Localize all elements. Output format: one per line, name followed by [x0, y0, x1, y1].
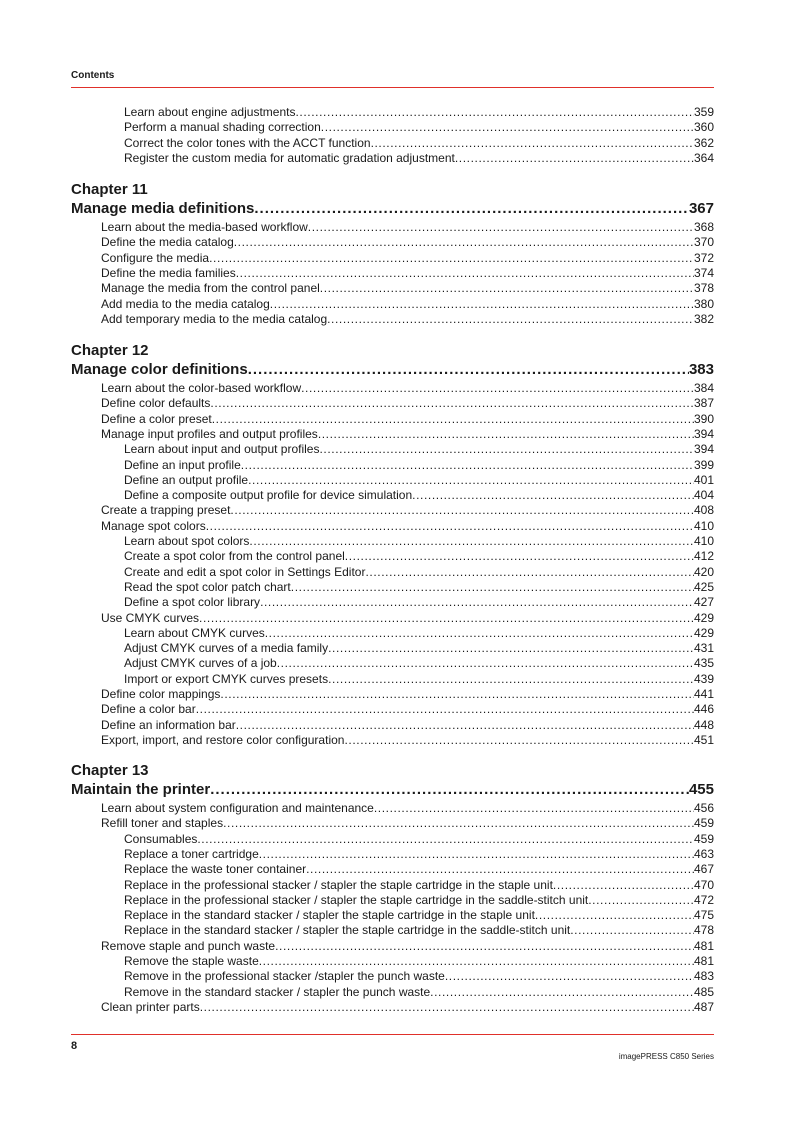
toc-entry-page: 483	[693, 969, 714, 984]
running-header: Contents	[71, 70, 115, 81]
toc-entry-title: Refill toner and staples	[101, 816, 224, 831]
toc-entry[interactable]	[101, 311, 714, 327]
toc-entry-title: Remove in the professional stacker /stapler the punch waste	[124, 969, 445, 984]
toc-entry-title: Add media to the media catalog	[101, 296, 270, 311]
toc-entry-title: Use CMYK curves	[101, 610, 200, 625]
dot-leader	[196, 701, 694, 717]
toc-subentry[interactable]	[124, 861, 714, 877]
toc-subentry[interactable]	[124, 104, 714, 120]
dot-leader	[553, 877, 694, 893]
toc-entry-page: 439	[693, 671, 714, 686]
toc-entry-title: Learn about input and output profiles	[124, 442, 320, 457]
toc-entry-page: 378	[693, 281, 714, 296]
toc-subentry[interactable]	[124, 457, 714, 473]
toc-entry-page: 463	[693, 846, 714, 861]
toc-entry[interactable]	[101, 234, 714, 250]
dot-leader	[210, 780, 689, 800]
toc-entry-page: 459	[693, 816, 714, 831]
toc-subentry[interactable]	[124, 984, 714, 1000]
toc-subentry[interactable]	[124, 655, 714, 671]
toc-entry-page: 431	[693, 641, 714, 656]
dot-leader	[445, 968, 694, 984]
toc-entry-page: 408	[693, 503, 714, 518]
toc-entry[interactable]	[101, 717, 714, 733]
toc-entry-title: Define the media families	[101, 265, 236, 280]
toc-entry-page: 475	[693, 908, 714, 923]
toc-subentry[interactable]	[124, 579, 714, 595]
dot-leader	[248, 360, 689, 380]
toc-entry-title: Learn about spot colors	[124, 534, 250, 548]
toc-entry-page: 485	[693, 984, 714, 999]
toc-entry-page: 441	[693, 687, 714, 701]
chapter-page: 455	[688, 781, 714, 798]
product-name: imagePRESS C850 Series	[618, 1052, 714, 1061]
dot-leader	[318, 426, 694, 442]
toc-entry-title: Remove the staple waste	[124, 954, 259, 968]
dot-leader	[455, 150, 694, 166]
toc-entry-page: 360	[693, 120, 714, 135]
toc-entry-page: 404	[693, 488, 714, 503]
dot-leader	[206, 518, 694, 534]
toc-entry[interactable]	[101, 701, 714, 717]
toc-subentry[interactable]	[124, 968, 714, 984]
toc-entry[interactable]	[101, 265, 714, 281]
toc-entry-page: 410	[693, 534, 714, 548]
toc-entry[interactable]	[101, 518, 714, 534]
toc-entry-title: Define an input profile	[124, 457, 241, 472]
dot-leader	[249, 533, 694, 549]
dot-leader	[210, 395, 694, 411]
toc-entry-title: Learn about CMYK curves	[124, 625, 265, 640]
dot-leader	[234, 234, 694, 250]
toc-entry-title: Create and edit a spot color in Settings Editor	[124, 564, 366, 579]
toc-entry-title: Define color defaults	[101, 396, 211, 411]
dot-leader	[535, 907, 694, 923]
toc-entry[interactable]	[101, 219, 714, 235]
dot-leader	[365, 564, 693, 580]
toc-entry-title: Adjust CMYK curves of a media family	[124, 641, 329, 656]
dot-leader	[306, 861, 694, 877]
dot-leader	[412, 487, 694, 503]
chapter-label: Chapter 13	[71, 762, 149, 779]
dot-leader	[295, 104, 694, 120]
toc-subentry[interactable]	[124, 487, 714, 503]
toc-entry-title: Learn about the media-based workflow	[101, 220, 308, 234]
dot-leader	[230, 502, 694, 518]
toc-subentry[interactable]	[124, 564, 714, 580]
toc-entry-title: Define an output profile	[124, 472, 249, 487]
toc-entry-title: Define the media catalog	[101, 235, 234, 250]
dot-leader	[265, 625, 694, 641]
dot-leader	[199, 610, 694, 626]
toc-entry-page: 472	[693, 892, 714, 907]
toc-subentry[interactable]	[124, 135, 714, 151]
dot-leader	[308, 219, 694, 235]
dot-leader	[209, 250, 694, 266]
toc-entry-page: 399	[693, 457, 714, 472]
dot-leader	[212, 411, 694, 427]
toc-subentry[interactable]	[124, 846, 714, 862]
toc-entry[interactable]	[101, 280, 714, 296]
toc-entry-page: 370	[693, 235, 714, 250]
toc-subentry[interactable]	[124, 625, 714, 641]
chapter-page: 367	[688, 200, 714, 217]
toc-entry-page: 359	[693, 105, 714, 119]
toc-entry-page: 478	[693, 923, 714, 938]
chapter-heading[interactable]	[71, 199, 714, 219]
dot-leader	[570, 922, 694, 938]
toc-entry-title: Replace in the professional stacker / stapler the staple cartridge in the saddle-stitch unit	[124, 892, 589, 907]
toc-entry-title: Add temporary media to the media catalog	[101, 311, 328, 326]
toc-entry-title: Learn about the color-based workflow	[101, 381, 302, 395]
toc-entry-page: 456	[693, 801, 714, 815]
chapter-page: 383	[688, 361, 714, 378]
toc-entry-page: 394	[693, 426, 714, 441]
dot-leader	[259, 953, 694, 969]
dot-leader	[200, 999, 694, 1015]
toc-entry-page: 481	[693, 954, 714, 968]
toc-entry-title: Define a composite output profile for device simulation	[124, 488, 413, 503]
toc-entry-page: 467	[693, 862, 714, 877]
toc-entry-title: Remove in the standard stacker / stapler the punch waste	[124, 984, 431, 999]
toc-entry-title: Replace the waste toner container	[124, 862, 307, 877]
toc-subentry[interactable]	[124, 119, 714, 135]
toc-entry-title: Learn about engine adjustments	[124, 105, 296, 119]
toc-subentry[interactable]	[124, 671, 714, 687]
toc-entry-title: Replace in the professional stacker / stapler the staple cartridge in the staple unit	[124, 877, 553, 892]
dot-leader	[241, 457, 694, 473]
toc-entry-page: 382	[693, 311, 714, 326]
toc-entry-page: 446	[693, 702, 714, 717]
toc-entry-page: 412	[693, 549, 714, 564]
toc-subentry[interactable]	[124, 892, 714, 908]
toc-entry-title: Create a trapping preset	[101, 503, 231, 518]
dot-leader	[236, 717, 694, 733]
toc-entry[interactable]	[101, 296, 714, 312]
toc-subentry[interactable]	[124, 548, 714, 564]
dot-leader	[319, 441, 693, 457]
toc-entry[interactable]	[101, 380, 714, 396]
dot-leader	[328, 640, 694, 656]
toc-subentry[interactable]	[124, 953, 714, 969]
toc-subentry[interactable]	[124, 441, 714, 457]
dot-leader	[248, 472, 694, 488]
toc-entry-page: 401	[693, 472, 714, 487]
toc-entry-page: 374	[693, 265, 714, 280]
dot-leader	[197, 831, 694, 847]
toc-entry[interactable]	[101, 502, 714, 518]
toc-entry-page: 364	[693, 150, 714, 165]
toc-subentry[interactable]	[124, 831, 714, 847]
toc-entry-title: Remove staple and punch waste	[101, 938, 276, 953]
chapter-heading[interactable]	[71, 780, 714, 800]
toc-entry[interactable]	[101, 800, 714, 816]
toc-entry-title: Consumables	[124, 831, 198, 846]
dot-leader	[270, 296, 694, 312]
toc-entry-title: Define color mappings	[101, 687, 221, 701]
dot-leader	[254, 199, 689, 219]
toc-entry-title: Define an information bar	[101, 717, 236, 732]
toc-subentry[interactable]	[124, 594, 714, 610]
toc-entry-page: 459	[693, 831, 714, 846]
toc-entry-title: Replace in the standard stacker / stapler the staple cartridge in the staple unit	[124, 908, 535, 923]
toc-entry-page: 394	[693, 442, 714, 457]
toc-subentry[interactable]	[124, 922, 714, 938]
dot-leader	[277, 655, 694, 671]
toc-entry-page: 487	[693, 999, 714, 1014]
toc-subentry[interactable]	[124, 472, 714, 488]
dot-leader	[259, 846, 694, 862]
page-number: 8	[71, 1040, 78, 1052]
toc-entry-title: Export, import, and restore color configuration	[101, 732, 345, 747]
toc-entry-title: Manage the media from the control panel	[101, 281, 320, 296]
toc-entry-page: 429	[693, 610, 714, 625]
toc-entry-page: 372	[693, 250, 714, 265]
toc-entry-title: Configure the media	[101, 250, 210, 265]
dot-leader	[430, 984, 694, 1000]
toc-entry-title: Import or export CMYK curves presets	[124, 671, 329, 686]
toc-subentry[interactable]	[124, 533, 714, 549]
toc-entry-title: Learn about system configuration and maintenance	[101, 801, 374, 815]
toc-entry-title: Adjust CMYK curves of a job	[124, 656, 277, 671]
toc-entry-page: 384	[693, 381, 714, 395]
dot-leader	[223, 815, 694, 831]
toc-entry-title: Manage spot colors	[101, 518, 206, 533]
toc-entry-title: Define a spot color library	[124, 595, 261, 610]
dot-leader	[220, 686, 694, 702]
dot-leader	[275, 938, 694, 954]
toc-entry-title: Define a color bar	[101, 702, 196, 717]
toc-entry[interactable]	[101, 938, 714, 954]
dot-leader	[260, 594, 694, 610]
toc-entry-page: 425	[693, 579, 714, 594]
dot-leader	[328, 671, 694, 687]
toc-entry-title: Clean printer parts	[101, 999, 200, 1014]
toc-entry-page: 481	[693, 938, 714, 953]
toc-entry[interactable]	[101, 426, 714, 442]
toc-entry-title: Replace in the standard stacker / stapler the staple cartridge in the saddle-stitch unit	[124, 923, 571, 938]
chapter-label: Chapter 11	[71, 181, 148, 198]
dot-leader	[371, 135, 694, 151]
toc-subentry[interactable]	[124, 907, 714, 923]
toc-entry-page: 380	[693, 296, 714, 311]
dot-leader	[321, 119, 694, 135]
toc-entry[interactable]	[101, 732, 714, 748]
dot-leader	[301, 380, 694, 396]
toc-entry-page: 448	[693, 717, 714, 732]
toc-subentry[interactable]	[124, 150, 714, 166]
toc-entry[interactable]	[101, 411, 714, 427]
toc-subentry[interactable]	[124, 877, 714, 893]
chapter-label: Chapter 12	[71, 342, 149, 359]
toc-entry-page: 429	[693, 625, 714, 640]
toc-entry-page: 427	[693, 595, 714, 610]
toc-entry[interactable]	[101, 686, 714, 702]
toc-entry[interactable]	[101, 610, 714, 626]
toc-entry-title: Register the custom media for automatic gradation adjustment	[124, 150, 455, 165]
chapter-title: Maintain the printer	[71, 781, 211, 798]
toc-subentry[interactable]	[124, 640, 714, 656]
chapter-title: Manage color definitions	[71, 361, 248, 378]
toc-entry-title: Read the spot color patch chart	[124, 579, 291, 594]
toc-entry-page: 410	[693, 518, 714, 533]
toc-entry-page: 451	[693, 732, 714, 747]
toc-entry[interactable]	[101, 250, 714, 266]
dot-leader	[345, 548, 694, 564]
toc-entry-page: 390	[693, 411, 714, 426]
dot-leader	[320, 280, 694, 296]
toc-entry-page: 368	[693, 220, 714, 234]
toc-entry[interactable]	[101, 395, 714, 411]
chapter-title: Manage media definitions	[71, 200, 255, 217]
toc-entry-title: Create a spot color from the control panel	[124, 549, 345, 564]
toc-entry[interactable]	[101, 815, 714, 831]
dot-leader	[327, 311, 694, 327]
dot-leader	[588, 892, 694, 908]
dot-leader	[374, 800, 694, 816]
toc-entry-title: Manage input profiles and output profiles	[101, 426, 318, 441]
toc-entry-page: 420	[693, 564, 714, 579]
toc-entry-title: Perform a manual shading correction	[124, 120, 321, 135]
footer-rule	[71, 1034, 714, 1035]
chapter-heading[interactable]	[71, 360, 714, 380]
dot-leader	[236, 265, 694, 281]
dot-leader	[291, 579, 694, 595]
toc-entry-title: Replace a toner cartridge	[124, 846, 259, 861]
toc-entry-page: 435	[693, 656, 714, 671]
toc-entry-title: Correct the color tones with the ACCT function	[124, 135, 371, 150]
dot-leader	[344, 732, 694, 748]
toc-entry[interactable]	[101, 999, 714, 1015]
toc-entry-page: 387	[693, 396, 714, 411]
toc-entry-page: 362	[693, 135, 714, 150]
toc-entry-page: 470	[693, 877, 714, 892]
toc-entry-title: Define a color preset	[101, 411, 212, 426]
